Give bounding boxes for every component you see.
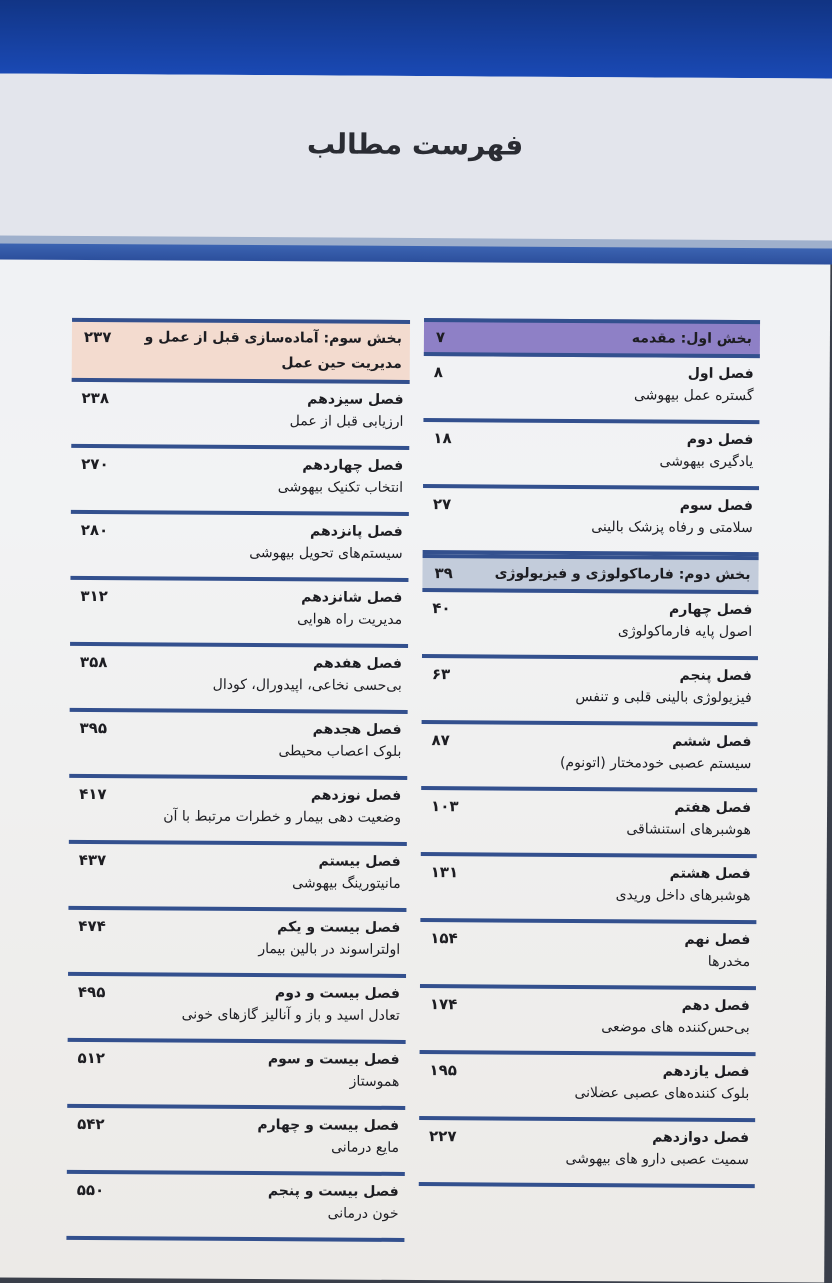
chapter-title: ارزیابی قبل از عمل: [289, 413, 404, 430]
chapter-title: یادگیری بیهوشی: [659, 453, 754, 471]
toc-entry: [420, 922, 756, 990]
section-page-number: ۷: [435, 328, 446, 347]
chapter-label: فصل نهم: [684, 931, 751, 949]
chapter-label: فصل شانزدهم: [301, 589, 403, 606]
chapter-page-number: ۲۲۷: [429, 1127, 457, 1146]
section-page-number: ۳۹: [434, 564, 453, 583]
toc-entry: [419, 1054, 755, 1122]
chapter-label: فصل دهم: [681, 997, 750, 1015]
toc-entry: [66, 1174, 404, 1242]
chapter-page-number: ۲۷۰: [81, 454, 109, 474]
toc-entry: [70, 514, 408, 582]
chapter-label: فصل بیست و یکم: [277, 919, 401, 936]
chapter-label: فصل یازدهم: [662, 1063, 750, 1081]
chapter-page-number: ۲۳۸: [81, 388, 110, 408]
chapter-title: بی‌حسی نخاعی، اپیدورال، کودال: [212, 676, 402, 694]
toc-entry: [419, 1120, 755, 1188]
toc-entry: [71, 448, 409, 516]
toc-section-header: [72, 318, 410, 384]
chapter-title: خون درمانی: [327, 1205, 399, 1222]
chapter-title: گستره عمل بیهوشی: [633, 387, 754, 405]
toc-entry: [69, 778, 407, 846]
chapter-label: فصل نوزدهم: [310, 787, 402, 804]
chapter-title: سلامتی و رفاه پزشک بالینی: [591, 519, 753, 537]
chapter-page-number: ۱۸: [433, 429, 452, 448]
top-color-bar: [0, 0, 832, 79]
chapter-label: فصل هجدهم: [312, 721, 402, 738]
chapter-page-number: ۳۱۲: [80, 586, 108, 606]
toc-entry: [67, 1108, 405, 1176]
chapter-title: بلوک اعصاب محیطی: [278, 743, 402, 760]
chapter-page-number: ۱۰۳: [431, 797, 459, 816]
chapter-title: وضعیت دهی بیمار و خطرات مرتبط با آن: [163, 808, 402, 826]
chapter-label: فصل بیست و دوم: [274, 985, 400, 1002]
chapter-page-number: ۴۷۴: [78, 916, 106, 936]
toc-entry: [422, 658, 758, 726]
chapter-label: فصل بیستم: [318, 853, 401, 870]
chapter-page-number: ۸: [433, 363, 443, 382]
chapter-page-number: ۵۱۲: [77, 1048, 106, 1068]
toc-entry: [421, 790, 757, 858]
chapter-label: فصل هفدهم: [313, 655, 402, 672]
chapter-page-number: ۱۷۴: [429, 995, 458, 1014]
toc-entry: [422, 592, 758, 660]
chapter-title: مانیتورینگ بیهوشی: [292, 875, 401, 892]
toc-entry: [420, 988, 756, 1056]
chapter-label: فصل ششم: [672, 733, 752, 751]
chapter-label: فصل دوم: [686, 431, 754, 449]
chapter-title: انتخاب تکنیک بیهوشی: [277, 479, 404, 496]
chapter-title: تعادل اسید و باز و آنالیز گازهای خونی: [181, 1006, 400, 1024]
toc-entry: [70, 580, 408, 648]
toc-entry: [68, 976, 406, 1044]
section-title: بخش سوم: آماده‌سازی قبل از عمل و مدیریت حین عمل: [144, 329, 402, 372]
chapter-page-number: ۴۱۷: [79, 784, 107, 804]
chapter-title: سیستم‌های تحویل بیهوشی: [249, 544, 403, 562]
chapter-page-number: ۴۹۵: [77, 982, 106, 1002]
chapter-label: فصل چهارم: [668, 601, 753, 619]
chapter-label: فصل دوازدهم: [652, 1129, 750, 1147]
chapter-title: سمیت عصبی دارو های بیهوشی: [565, 1150, 749, 1169]
chapter-title: هوشبرهای استنشاقی: [626, 821, 751, 839]
section-title: بخش اول: مقدمه: [631, 330, 752, 348]
chapter-page-number: ۲۸۰: [80, 520, 109, 540]
toc-entry: [423, 356, 759, 424]
chapter-page-number: ۱۹۵: [429, 1061, 457, 1080]
toc-section-header: [424, 318, 760, 358]
chapter-page-number: ۲۷: [432, 495, 452, 514]
chapter-page-number: ۸۷: [431, 731, 450, 750]
toc-section-header: [422, 554, 758, 594]
chapter-page-number: ۳۹۵: [79, 718, 108, 738]
toc-entry: [68, 844, 406, 912]
toc-entry: [69, 712, 407, 780]
chapter-title: اولتراسوند در بالین بیمار: [258, 941, 401, 958]
chapter-page-number: ۵۴۲: [77, 1114, 105, 1134]
chapter-page-number: ۳۵۸: [79, 652, 108, 672]
toc-entry: [423, 488, 759, 556]
chapter-title: بی‌حس‌کننده های موضعی: [601, 1019, 750, 1037]
chapter-label: فصل پنجم: [679, 667, 752, 685]
toc-column-right: [419, 318, 760, 1188]
chapter-page-number: ۶۳: [431, 665, 451, 684]
page-title: فهرست مطالب: [306, 127, 524, 162]
section-page-number: ۲۳۷: [83, 327, 112, 347]
chapter-title: مایع درمانی: [331, 1139, 400, 1156]
chapter-label: فصل سوم: [679, 497, 753, 515]
chapter-label: فصل بیست و پنجم: [267, 1183, 399, 1200]
chapter-page-number: ۴۰: [432, 599, 451, 618]
chapter-page-number: ۱۳۱: [430, 863, 459, 882]
chapter-title: هوشبرهای داخل وریدی: [615, 887, 751, 905]
chapter-label: فصل هشتم: [669, 865, 751, 883]
toc-column-left: [66, 318, 410, 1242]
chapter-page-number: ۵۵۰: [76, 1180, 105, 1200]
chapter-title: سیستم عصبی خودمختار (اتونوم): [559, 754, 752, 773]
chapter-title: اصول پایه فارماکولوژی: [617, 623, 753, 641]
chapter-label: فصل چهاردهم: [302, 457, 404, 474]
chapter-label: فصل هفتم: [674, 799, 752, 817]
chapter-title: فیزیولوژی بالینی قلبی و تنفس: [575, 688, 752, 707]
chapter-label: فصل بیست و سوم: [267, 1051, 400, 1068]
toc-entry: [421, 724, 757, 792]
chapter-title: مدیریت راه هوایی: [297, 611, 403, 628]
toc-entry: [67, 1042, 405, 1110]
toc-entry: [423, 422, 759, 490]
chapter-title: بلوک کننده‌های عصبی عضلانی: [574, 1084, 750, 1103]
toc-entry: [71, 382, 409, 450]
toc-entry: [68, 910, 406, 978]
toc-entry: [70, 646, 408, 714]
chapter-label: فصل پانزدهم: [310, 523, 403, 540]
chapter-page-number: ۴۳۷: [78, 850, 107, 870]
toc-entry: [420, 856, 756, 924]
chapter-label: فصل سیزدهم: [307, 391, 404, 408]
chapter-label: فصل اول: [687, 365, 754, 383]
chapter-title: مخدرها: [707, 953, 751, 971]
chapter-title: هموستاز: [349, 1073, 400, 1090]
chapter-label: فصل بیست و چهارم: [257, 1117, 400, 1134]
chapter-page-number: ۱۵۴: [430, 929, 458, 948]
section-title: بخش دوم: فارماکولوژی و فیزیولوژی: [494, 565, 751, 584]
